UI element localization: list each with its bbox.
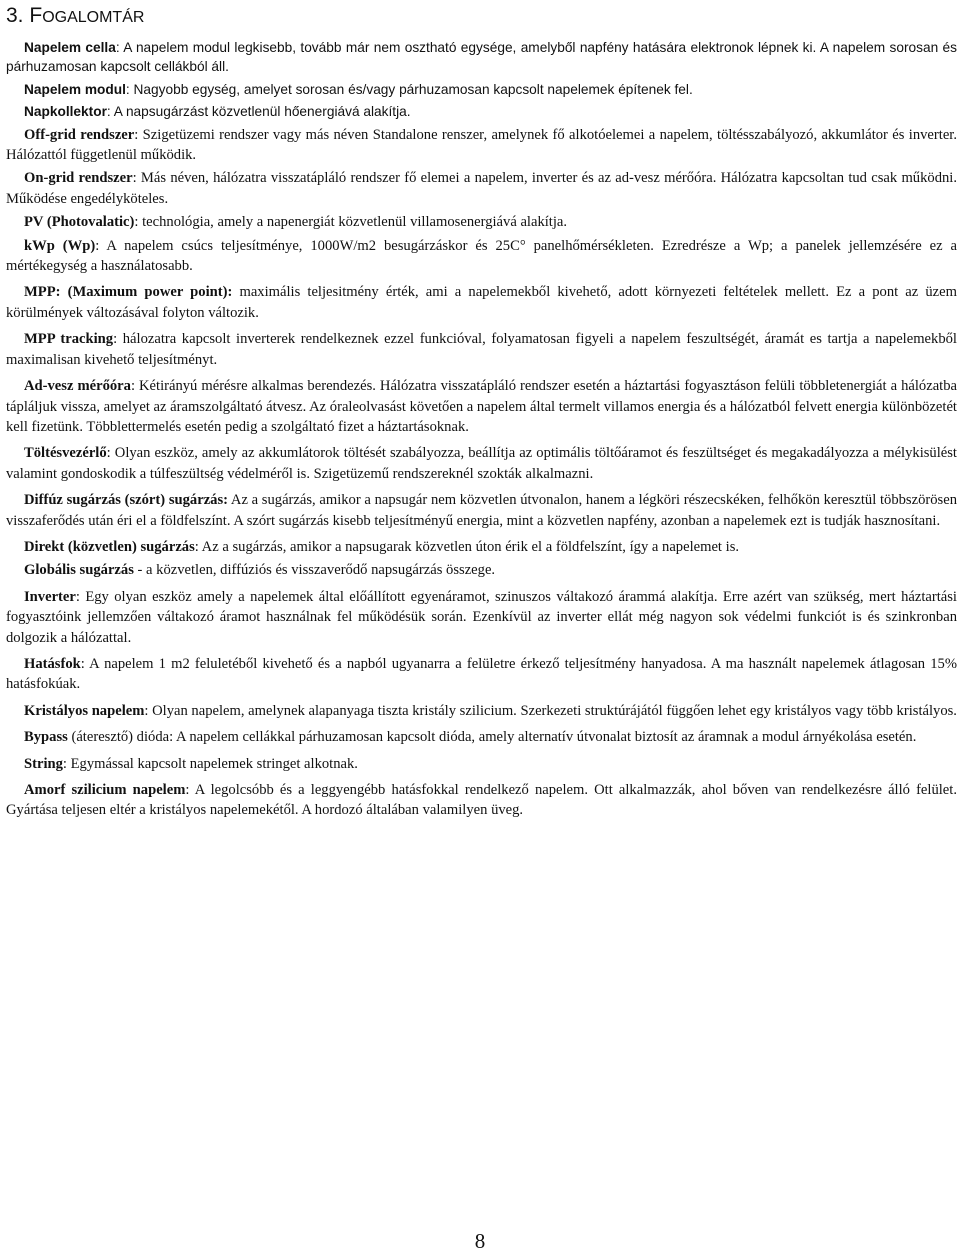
- glossary-term: On-grid rendszer: [24, 170, 133, 187]
- glossary-term: String: [24, 755, 63, 772]
- glossary-definition: - a közvetlen, diffúziós és visszaverődő napsugárzás összege.: [133, 562, 496, 579]
- glossary-definition: : Szigetüzemi rendszer vagy más néven Standalone renszer, amelynek fő alkotóelemei a napelem, töltésszabályozó, akkumlátor és inverter. Hálózattól függetlenül működik.: [6, 126, 957, 164]
- page-number: 8: [474, 1229, 486, 1253]
- glossary-term: Napelem cella: [24, 40, 116, 55]
- glossary-term: Hatásfok: [24, 655, 81, 672]
- glossary-term: Töltésvezérlő: [24, 445, 107, 462]
- glossary-term: Ad-vesz mérőóra: [24, 378, 131, 395]
- glossary-entry: [6, 780, 957, 821]
- glossary: [6, 38, 957, 824]
- glossary-term: Napelem modul: [24, 81, 126, 97]
- glossary-definition: : Olyan napelem, amelynek alapanyaga tiszta kristály szilicium. Szerkezeti struktúrájától függően lehet egy kristályos vagy több kristályos.: [144, 702, 957, 719]
- glossary-definition: : hálozatra kapcsolt inverterek rendelkeznek ezzel funkcióval, folyamatosan figyeli a napelem feszultségét, áramát es tartja a napelemekből maximalisan kivehető teljesítményt.: [6, 331, 957, 368]
- glossary-entry: [6, 38, 957, 77]
- glossary-entry: [6, 490, 957, 531]
- glossary-term: kWp (Wp): [24, 237, 96, 254]
- glossary-definition: : Nagyobb egység, amelyet sorosan és/vagy párhuzamosan kapcsolt napelemek építenek fel.: [125, 81, 693, 97]
- glossary-definition: : Más néven, hálózatra visszatápláló rendszer fő elemei a napelem, inverter és az ad-vesz mérőóra. Hálózatra kapcsoltan tud csak működni. Működése engedélyköteles.: [6, 170, 957, 207]
- glossary-entry: [6, 654, 957, 695]
- glossary-term: MPP tracking: [24, 331, 114, 348]
- glossary-definition: : Az a sugárzás, amikor a napsugarak közvetlen úton érik el a földfelszínt, így a napelemet is.: [194, 538, 740, 555]
- glossary-entry: [6, 102, 957, 121]
- glossary-definition: : A napelem csúcs teljesítménye, 1000W/m2 besugárzáskor és 25C° panelhőmérsékleten. Ezredrésze a Wp; a panelek jellemzésére ez a mértékegység a használatosabb.: [6, 237, 957, 275]
- glossary-term: Diffúz sugárzás (szórt) sugárzás:: [24, 492, 229, 509]
- section-title-rest: OGALOMTÁR: [42, 9, 145, 26]
- glossary-definition: : Olyan eszköz, amely az akkumlátorok töltését szabályozza, beállítja az optimális töltőáramot és feszültséget és megakadályozza a mélykisülést valamint gondoskodik a túlfeszültség védelméről is. Szigetüzemű rendszereknél szokták alkalmazni.: [6, 445, 957, 482]
- glossary-definition: : technológia, amely a napenergiát közvetlenül villamosenergiává alakítja.: [134, 214, 568, 231]
- glossary-entry: [6, 236, 957, 277]
- glossary-term: Amorf szilicium napelem: [24, 782, 186, 798]
- glossary-entry: [6, 376, 957, 437]
- glossary-definition: maximális teljesitmény érték, ami a napelemekből kivehető, adott környezeti feltételek mellett. Ez a pont az üzem körülmények változásával folyton változik.: [6, 284, 957, 321]
- glossary-definition: (áteresztő) dióda: A napelem cellákkal párhuzamosan kapcsolt dióda, amely alternatív útvonalat biztosít az áramnak a modul árnyékolása esetén.: [67, 729, 917, 746]
- glossary-definition: : A napelem 1 m2 feluletéből kivehető és a napból ugyanarra a felületre érkező teljesítmény hanyadosa. A ma használt napelemek átlagosan 15% hatásfokúak.: [6, 655, 957, 693]
- glossary-definition: : Egy olyan eszköz amely a napelemek által előállított egyenáramot, szinuszos váltakozó árammá alakítja. Erre azért van szükség, mert háztartási fogyasztóink jellemzően váltakozó áramot használnak fel működésük során. Ezenkívül az inverter ellát még nagyon sok védelmi funkciót is és szinkronban dolgozik a hálózattal.: [6, 588, 957, 646]
- section-number: 3.: [6, 4, 24, 27]
- glossary-entry: [6, 80, 957, 99]
- glossary-definition: : Egymással kapcsolt napelemek stringet alkotnak.: [62, 755, 358, 772]
- glossary-term: Kristályos napelem: [24, 702, 145, 719]
- glossary-term: PV (Photovalatic): [24, 214, 135, 231]
- glossary-entry: [6, 537, 957, 557]
- glossary-definition: Az a sugárzás, amikor a napsugár nem közvetlen útvonalon, hanem a légköri részecskéken, felhőkön keresztül többszörösen visszaferődés után éri el a földfelszínt. A szórt sugárzás kisebb teljesítményű energia, mint a közvetlen napfény, azonban a napelemek ezt is tudják hasznosítani.: [6, 492, 957, 529]
- glossary-definition: : A legolcsóbb és a leggyengébb hatásfokkal rendelkező napelem. Ott alkalmazzák, ahol bőven van rendelkezésre álló felület. Gyártása teljesen eltér a kristályos napelemekétől. A hordozó általában valamilyen üveg.: [6, 782, 957, 819]
- glossary-term: Globális sugárzás: [24, 562, 134, 579]
- glossary-definition: : Kétirányú mérésre alkalmas berendezés. Hálózatra visszatápláló rendszer esetén a háztartási fogyasztáson felüli többletenergiát a hálózatba tápláljuk vissza, amelyet az áramszolgáltató átvesz. Az óraleolvasást követően a napelem által termelt villamos energia és a hálózatból felvett energia különbözetét kell fizetünk. Többlettermelés esetén pedig a szolgáltató fizet a háztartásoknak.: [6, 378, 957, 435]
- glossary-definition: : A napsugárzást közvetlenül hőenergiává alakítja.: [106, 104, 411, 120]
- glossary-term: Bypass: [24, 729, 68, 746]
- section-heading: [6, 3, 144, 31]
- glossary-term: MPP: (Maximum power point):: [24, 284, 233, 301]
- glossary-term: Off-grid rendszer: [24, 126, 135, 143]
- glossary-term: Inverter: [24, 588, 76, 605]
- glossary-entry: [6, 329, 957, 370]
- glossary-entry: [6, 560, 957, 580]
- glossary-entry: [6, 125, 957, 166]
- section-title-initial: F: [29, 4, 43, 27]
- glossary-entry: [6, 701, 957, 721]
- glossary-entry: [6, 443, 957, 484]
- glossary-entry: [6, 587, 957, 648]
- glossary-entry: [6, 754, 957, 774]
- glossary-definition: : A napelem modul legkisebb, tovább már nem osztható egysége, amelyből napfény hatására elektronok lépnek ki. A napelem sorosan és párhuzamosan kapcsolt cellákból áll.: [6, 40, 957, 75]
- glossary-term: Napkollektor: [24, 104, 107, 120]
- glossary-term: Direkt (közvetlen) sugárzás: [24, 538, 195, 555]
- glossary-entry: [6, 282, 957, 323]
- glossary-entry: [6, 212, 957, 232]
- glossary-entry: [6, 168, 957, 209]
- glossary-entry: [6, 727, 957, 747]
